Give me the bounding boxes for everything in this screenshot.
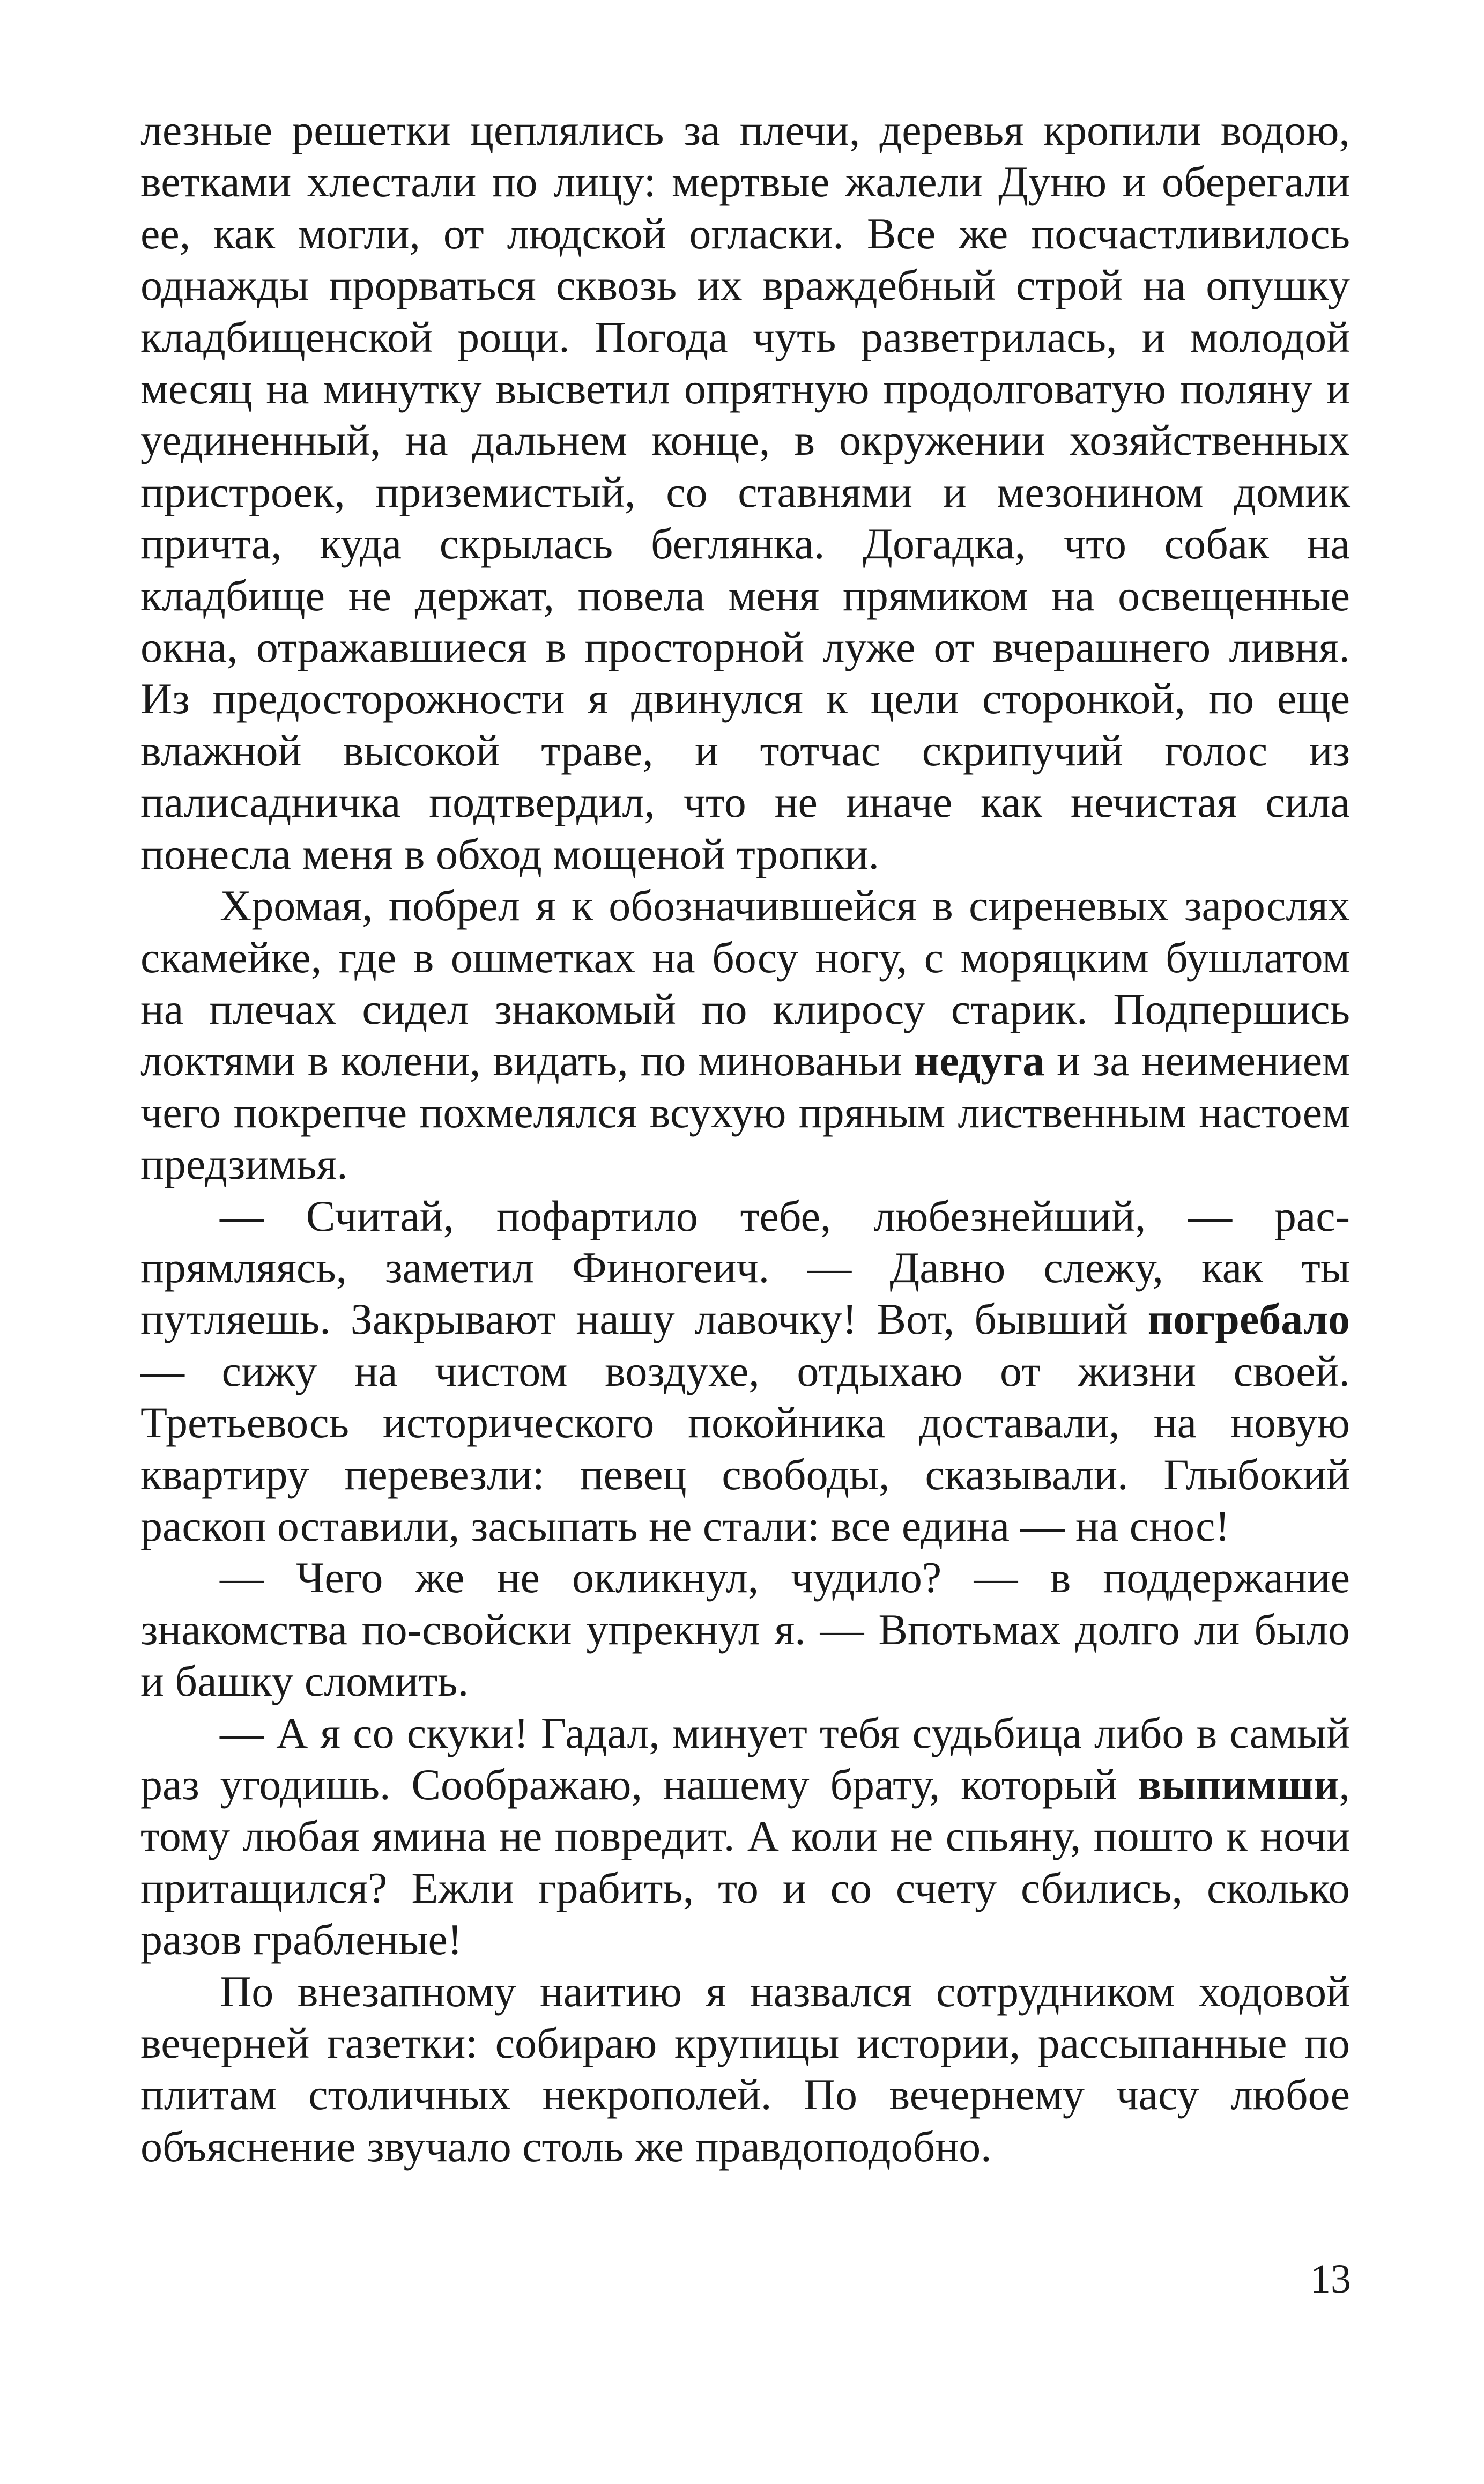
paragraph-5-bold-word: выпимши [1138, 1760, 1339, 1809]
paragraph-1 [140, 105, 1350, 880]
paragraph-1-text: лезные решетки цеплялись за плечи, деревья кропили водою, ветками хлестали по лицу: мертвые жалели Дуню и оберегали ее, как могли, от людской огласки. Все же посчастливилось однажды прорваться сквозь их враждебный строй на опушку кладбищенской рощи. Погода чуть разветрилась, и молодой месяц на минутку высветил опрятную продолговатую поляну и уединенный, на дальнем конце, в окружении хозяйственных пристроек, приземистый, со ставнями и мезонином домик причта, куда скрылась беглянка. Догадка, что собак на кладбище не держат, повела меня прямиком на освещенные окна, отражавшиеся в просторной луже от вчерашнего ливня. Из предосторожности я двинулся к цели сторонкой, по еще влажной высокой траве, и тотчас скрипучий голос из палисадничка подтвердил, что не иначе как нечистая сила понесла меня в обход мощеной тропки. [140, 106, 1350, 878]
paragraph-3 [140, 1191, 1350, 1552]
paragraph-4 [140, 1552, 1350, 1707]
paragraph-2-text-a: Хромая, побрел я к обозначившейся в сиреневых зарослях скамейке, где в ошметках на босу ногу, с моряцким бушлатом на плечах сидел знакомый по клиросу старик. Подпершись локтями в колени, видать, по минованьи [140, 881, 1350, 1085]
paragraph-2-text-b: и за неимением чего покрепче похмелялся всухую пряным лиственным настоем предзимья. [140, 1036, 1351, 1189]
paragraph-2 [140, 880, 1350, 1190]
paragraph-6 [140, 1966, 1350, 2173]
paragraph-3-text-b: — сижу на чистом воздухе, отдыхаю от жизни своей. Третьевось исторического покойника доставали, на новую квартиру перевезли: певец свободы, сказывали. Глыбокий раскоп оставили, засыпать не стали: все едина — на снос! [140, 1346, 1350, 1550]
paragraph-2-bold-word: недуга [914, 1036, 1045, 1085]
paragraph-4-text: — Чего же не окликнул, чудило? — в поддержание знакомства по-свойски упрекнул я. — Впотьмах долго ли было и башку сломить. [140, 1553, 1350, 1706]
page-number: 13 [1310, 2257, 1351, 2302]
paragraph-5 [140, 1707, 1350, 1966]
paragraph-5-text-a: — А я со скуки! Гадал, минует тебя судьбица либо в самый раз угодишь. Соображаю, нашему брату, который [140, 1708, 1350, 1809]
paragraph-3-text-a: — Считай, пофартило тебе, любезнейший, — распрямляясь, заметил Финогеич. — Давно слежу, как ты путляешь. Закрывают нашу лавочку! Вот, бывший [140, 1191, 1350, 1344]
paragraph-3-bold-word: погребало [1147, 1295, 1350, 1344]
paragraph-5-text-b: , тому любая ямина не повредит. А коли не спьяну, пошто к ночи притащился? Ежли грабить, то и со счету сбились, сколько разов грабленые! [140, 1760, 1350, 1964]
page-body [140, 105, 1350, 2172]
paragraph-6-text: По внезапному наитию я назвался сотрудником ходовой вечерней газетки: собираю крупицы истории, рассыпанные по плитам столичных некрополей. По вечернему часу любое объяснение звучало столь же правдоподобно. [140, 1966, 1350, 2171]
